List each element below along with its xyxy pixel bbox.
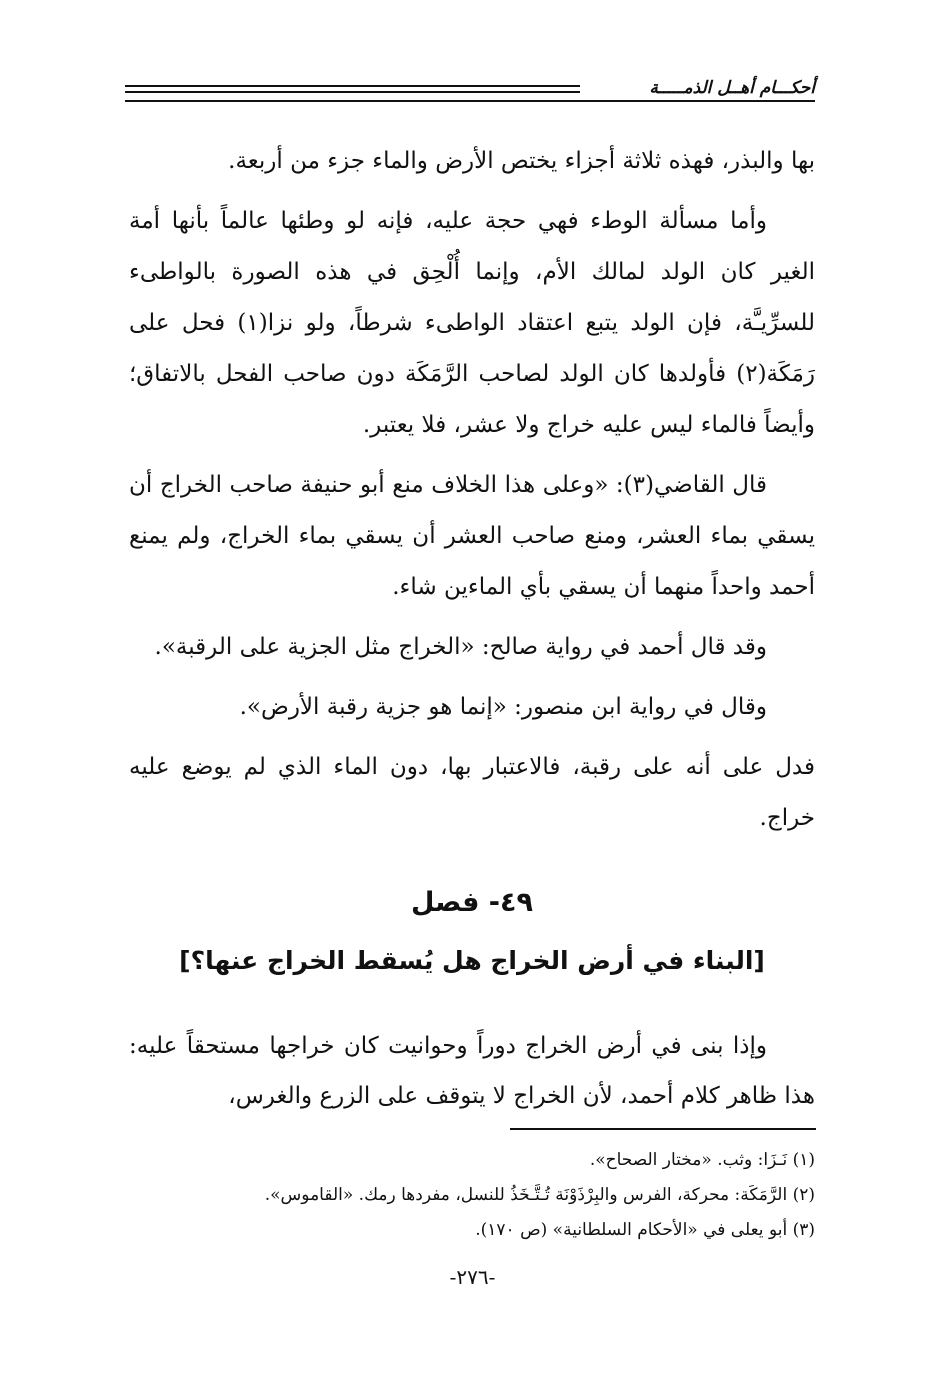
footnote: (٣) أبو يعلى في «الأحكام السلطانية» (ص ١٧٠).	[475, 1220, 815, 1240]
chapter-number: ٤٩- فصل	[411, 887, 533, 918]
running-title: أحكـــام أهــل الذمـــــة	[641, 76, 815, 100]
footnote-separator	[510, 1128, 816, 1130]
footnotes	[129, 1143, 815, 1248]
paragraph: بها والبذر، فهذه ثلاثة أجزاء يختص الأرض والماء جزء من أربعة.	[228, 148, 815, 174]
page-number: -٢٧٦-	[449, 1265, 496, 1289]
paragraph: قال القاضي(٣): «وعلى هذا الخلاف منع أبو حنيفة صاحب الخراج أن يسقي بماء العشر، ومنع صاحب العشر أن يسقي بماء الخراج، ولم يمنع أحمد واحداً منهما أن يسقي بأي الماءين شاء.	[129, 472, 815, 600]
main-text	[129, 136, 815, 853]
chapter-title: [البناء في أرض الخراج هل يُسقط الخراج عنها؟]	[179, 946, 765, 975]
paragraph: فدل على أنه على رقبة، فالاعتبار بها، دون الماء الذي لم يوضع عليه خراج.	[129, 754, 815, 831]
header-rule	[125, 100, 815, 102]
chapter-text	[129, 1021, 815, 1121]
paragraph: وإذا بنى في أرض الخراج دوراً وحوانيت كان خراجها مستحقاً عليه: هذا ظاهر كلام أحمد، لأن الخراج لا يتوقف على الزرع والغرس،	[129, 1033, 815, 1109]
running-header	[125, 76, 815, 102]
chapter-heading	[129, 878, 815, 986]
paragraph: وقال في رواية ابن منصور: «إنما هو جزية رقبة الأرض».	[239, 694, 767, 720]
footnote: (٢) الرَّمَكَة: محركة، الفرس والبِرْذَوْنَة تُـتَّـخَذُ للنسل، مفردها رمك. «القاموس».	[264, 1185, 815, 1205]
header-double-rule	[125, 85, 580, 93]
footnote: (١) نَـزَا: وثب. «مختار الصحاح».	[589, 1150, 815, 1170]
paragraph: وقد قال أحمد في رواية صالح: «الخراج مثل الجزية على الرقبة».	[154, 634, 767, 660]
paragraph: وأما مسألة الوطء فهي حجة عليه، فإنه لو وطئها عالماً بأنها أمة الغير كان الولد لمالك الأم، وإنما أُلْحِق في هذه الصورة بالواطىء للسرِّيـَّة، فإن الولد يتبع اعتقاد الواطىء شرطاً، ولو نزا(١) فحل على رَمَكَة(٢) فأولدها كان الولد لصاحب الرَّمَكَة دون صاحب الفحل بالاتفاق؛ وأيضاً فالماء ليس عليه خراج ولا عشر، فلا يعتبر.	[129, 208, 815, 438]
